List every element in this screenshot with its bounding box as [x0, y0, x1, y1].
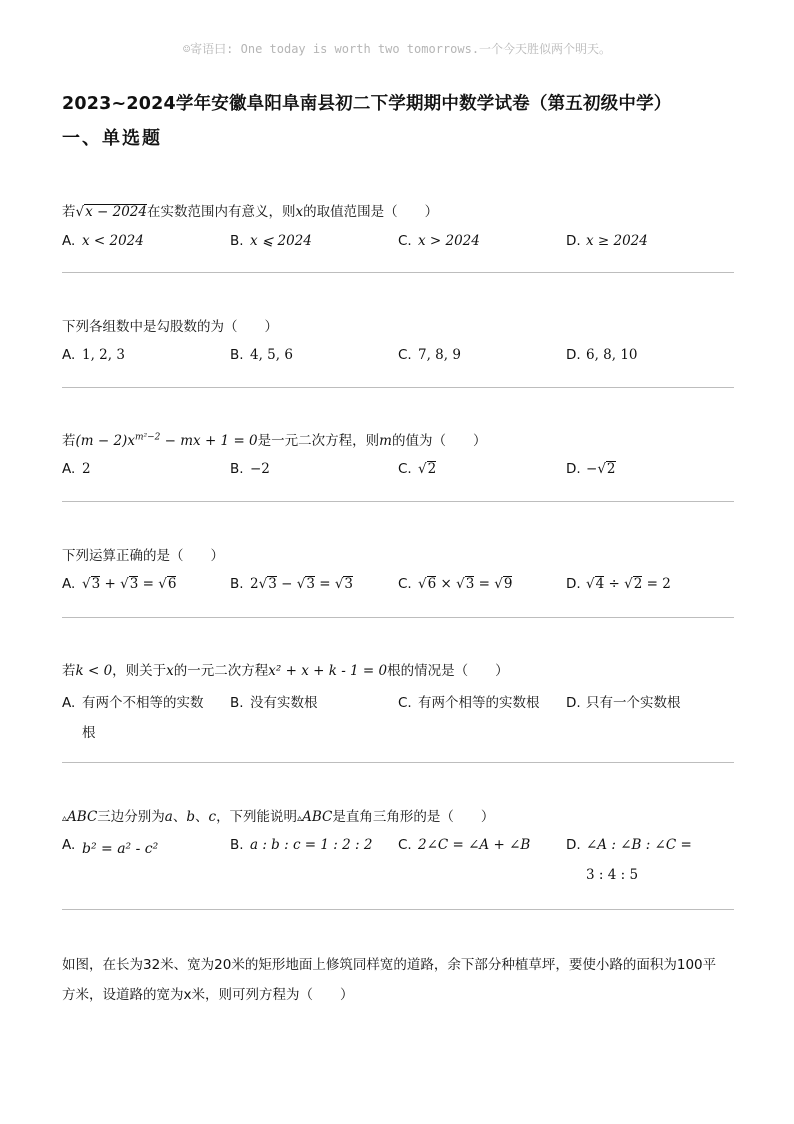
stem-text: 在实数范围内有意义，则	[146, 204, 296, 220]
option-b[interactable]: B. 4, 5, 6	[230, 347, 293, 363]
stem-text: 的取值范围是（ ）	[303, 204, 439, 220]
option-b[interactable]: B. x ⩽ 2024	[230, 232, 312, 249]
question-7-stem-line-1: 如图，在长为32米、宽为20米的矩形地面上修筑同样宽的道路，余下部分种植草坪，要使小路的面积为100平	[62, 957, 717, 973]
divider	[62, 387, 734, 388]
question-7	[62, 950, 734, 1010]
option-b[interactable]: B. a : b : c = 1 : 2 : 2	[230, 837, 373, 853]
question-2-stem: 下列各组数中是勾股数的为（ ）	[62, 319, 278, 335]
equation: x² + x + k - 1 = 0	[268, 663, 388, 679]
variable: x	[295, 204, 304, 220]
question-4	[62, 544, 734, 600]
divider	[62, 272, 734, 273]
option-d[interactable]: D. x ≥ 2024	[566, 232, 648, 249]
option-a[interactable]: A. 2	[62, 461, 91, 477]
question-3	[62, 429, 734, 485]
option-a[interactable]: A. 1, 2, 3	[62, 347, 125, 363]
question-5-stem: 若k < 0，则关于x的一元二次方程x² + x + k - 1 = 0根的情况是（ ）	[62, 663, 509, 679]
question-6-stem: ▵ABC三边分别为a、b、c，下列能说明▵ABC是直角三角形的是（ ）	[62, 809, 495, 825]
exponent: m²−2	[134, 432, 161, 443]
option-d[interactable]: D. √4 ÷ √2 = 2	[566, 576, 671, 592]
question-7-stem-line-2: 方米，设道路的宽为x米，则可列方程为（ ）	[62, 987, 354, 1003]
option-c[interactable]: C. x > 2024	[398, 232, 480, 249]
question-1-stem	[62, 200, 734, 221]
section-heading: 一、单选题	[62, 128, 162, 149]
triangle-icon: ▵	[62, 813, 68, 824]
option-d[interactable]: D. −√2	[566, 461, 616, 477]
option-c[interactable]: C. √2	[398, 461, 437, 477]
option-c[interactable]: C. √6 × √3 = √9	[398, 576, 513, 592]
question-2	[62, 315, 734, 371]
variable: m	[379, 433, 392, 449]
stem-text: 若	[62, 204, 76, 220]
divider	[62, 762, 734, 763]
option-a[interactable]: A. x < 2024	[62, 232, 144, 249]
option-d[interactable]: D. ∠A : ∠B : ∠C = 3 : 4 : 5	[566, 837, 692, 883]
option-b[interactable]: B. 2√3 − √3 = √3	[230, 576, 354, 592]
option-c[interactable]: C. 7, 8, 9	[398, 347, 461, 363]
option-b[interactable]: B. −2	[230, 461, 270, 477]
question-6	[62, 805, 734, 891]
question-3-stem: 若$(m - 2)x^{m^2-2}$ − mx + 1 = 0是一元二次方程，则m的值为（ ）	[62, 432, 487, 449]
option-c[interactable]: C. 有两个相等的实数根	[398, 695, 540, 711]
question-5	[62, 659, 734, 745]
divider	[62, 617, 734, 618]
sqrt-symbol: √	[75, 204, 85, 220]
equation: (m − 2)x	[75, 433, 135, 449]
sqrt-symbol: √	[597, 461, 606, 477]
watermark: ☺寄语曰: One today is worth two tomorrows.一个今天胜似两个明天。	[182, 42, 612, 56]
page-title: 2023~2024学年安徽阜阳阜南县初二下学期期中数学试卷（第五初级中学）	[62, 94, 672, 114]
radicand: x − 2024	[85, 204, 147, 220]
question-1	[62, 200, 734, 257]
option-c[interactable]: C. 2∠C = ∠A + ∠B	[398, 837, 531, 853]
option-a[interactable]: A. b² = a² - c²	[62, 837, 159, 857]
divider	[62, 501, 734, 502]
divider	[62, 909, 734, 910]
option-d[interactable]: D. 6, 8, 10	[566, 347, 638, 363]
option-d[interactable]: D. 只有一个实数根	[566, 695, 681, 711]
option-a[interactable]: A. √3 + √3 = √6	[62, 576, 177, 592]
question-4-stem: 下列运算正确的是（ ）	[62, 548, 224, 564]
option-a[interactable]: A. 有两个不相等的实数 根	[62, 695, 204, 741]
sqrt-symbol: √	[418, 461, 427, 477]
option-b[interactable]: B. 没有实数根	[230, 695, 318, 711]
